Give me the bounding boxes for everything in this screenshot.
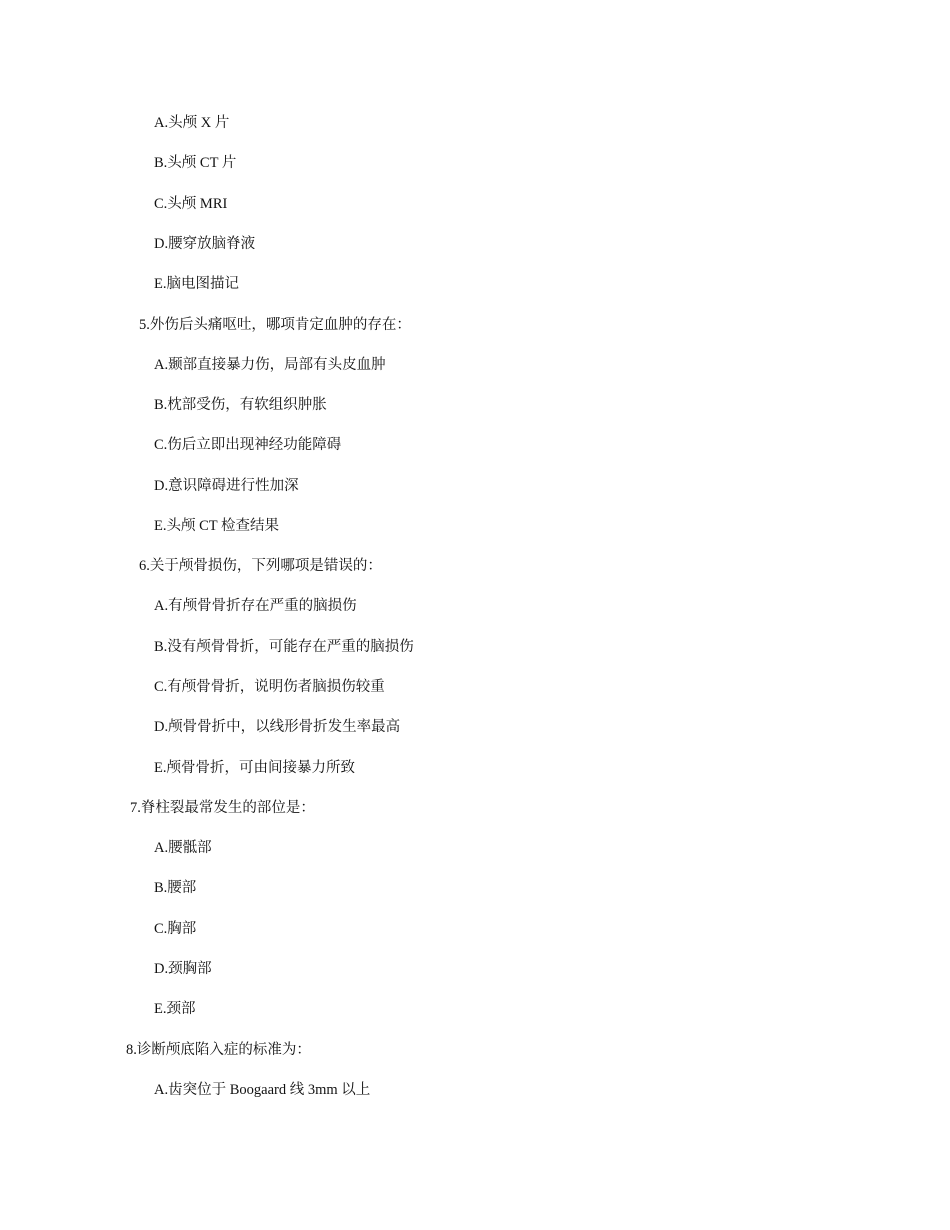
q7-option-a: A.腰骶部 xyxy=(154,840,212,856)
q4-option-b: B.头颅 CT 片 xyxy=(154,155,237,171)
question-6: 6.关于颅骨损伤，下列哪项是错误的： xyxy=(139,558,382,574)
q7-option-c: C.胸部 xyxy=(154,921,197,937)
q6-option-e: E.颅骨骨折，可由间接暴力所致 xyxy=(154,760,355,776)
q6-option-b: B.没有颅骨骨折，可能存在严重的脑损伤 xyxy=(154,639,414,655)
q4-option-c: C.头颅 MRI xyxy=(154,196,228,212)
q5-option-a: A.颞部直接暴力伤，局部有头皮血肿 xyxy=(154,357,386,373)
q6-option-d: D.颅骨骨折中，以线形骨折发生率最高 xyxy=(154,719,401,735)
q6-option-c: C.有颅骨骨折，说明伤者脑损伤较重 xyxy=(154,679,385,695)
q5-option-e: E.头颅 CT 检查结果 xyxy=(154,518,279,534)
q7-option-d: D.颈胸部 xyxy=(154,961,212,977)
q5-option-b: B.枕部受伤，有软组织肿胀 xyxy=(154,397,327,413)
question-5: 5.外伤后头痛呕吐，哪项肯定血肿的存在： xyxy=(139,317,411,333)
q4-option-e: E.脑电图描记 xyxy=(154,276,239,292)
q4-option-d: D.腰穿放脑脊液 xyxy=(154,236,256,252)
q7-option-e: E.颈部 xyxy=(154,1001,196,1017)
q7-option-b: B.腰部 xyxy=(154,880,197,896)
question-8: 8.诊断颅底陷入症的标准为： xyxy=(126,1042,311,1058)
q4-option-a: A.头颅 X 片 xyxy=(154,115,230,131)
question-7: 7.脊柱裂最常发生的部位是： xyxy=(130,800,315,816)
q5-option-c: C.伤后立即出现神经功能障碍 xyxy=(154,437,342,453)
q6-option-a: A.有颅骨骨折存在严重的脑损伤 xyxy=(154,598,357,614)
q5-option-d: D.意识障碍进行性加深 xyxy=(154,478,299,494)
q8-option-a: A.齿突位于 Boogaard 线 3mm 以上 xyxy=(154,1082,371,1098)
